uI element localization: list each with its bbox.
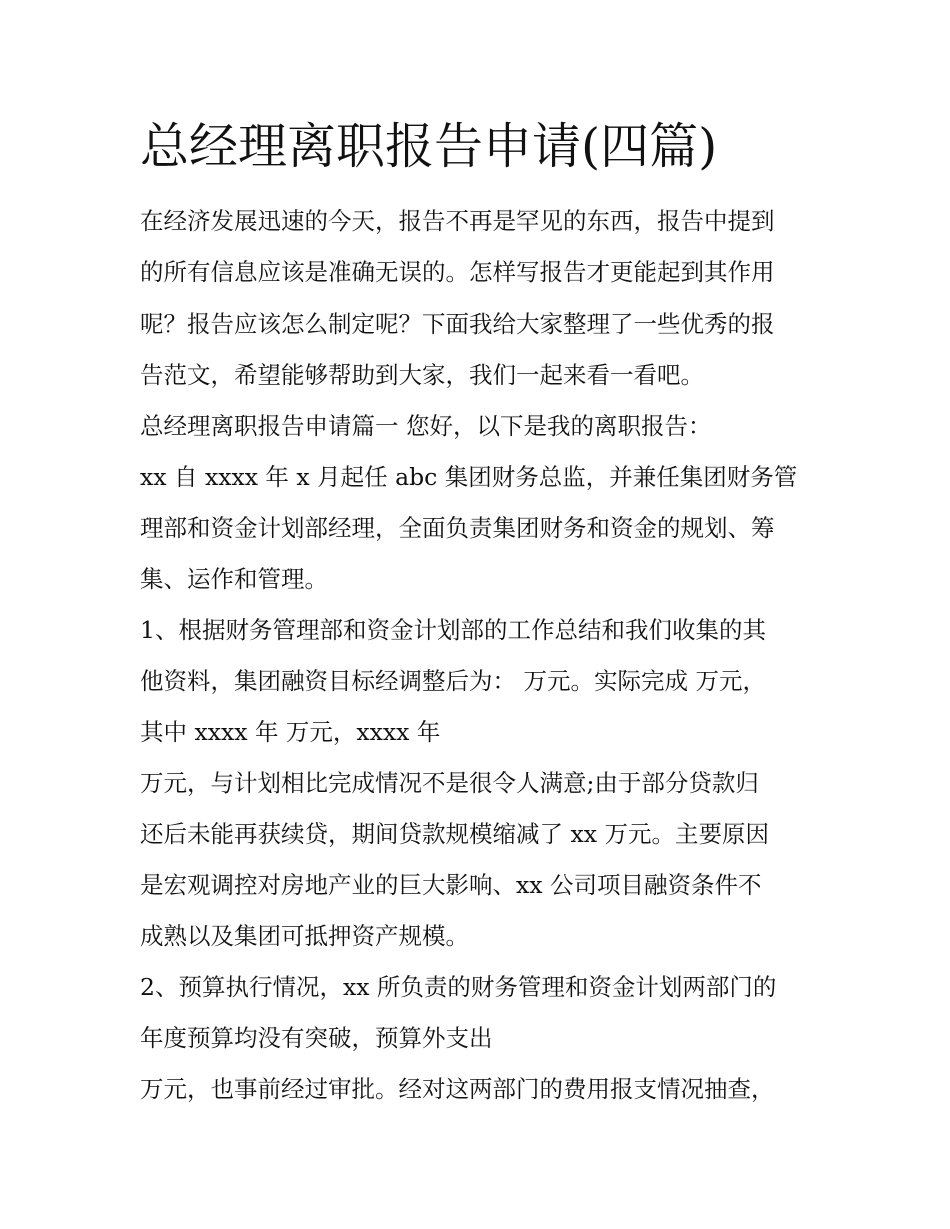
paragraph-line: 告范文，希望能够帮助到大家，我们一起来看一看吧。 [140, 361, 704, 389]
paragraph-line: 年度预算均没有突破，预算外支出 [140, 1024, 493, 1052]
paragraph-line: 万元，与计划相比完成情况不是很令人满意;由于部分贷款归 [140, 769, 759, 797]
paragraph-line: xx 自 xxxx 年 x 月起任 abc 集团财务总监，并兼任集团财务管 [140, 463, 798, 491]
paragraph-line: 的所有信息应该是准确无误的。怎样写报告才更能起到其作用 [140, 258, 775, 286]
paragraph-line: 成熟以及集团可抵押资产规模。 [140, 922, 469, 950]
paragraph-line: 在经济发展迅速的今天，报告不再是罕见的东西，报告中提到 [140, 207, 775, 235]
paragraph-line: 理部和资金计划部经理，全面负责集团财务和资金的规划、筹 [140, 514, 775, 542]
paragraph-line: 集、运作和管理。 [140, 565, 328, 593]
paragraph-line: 是宏观调控对房地产业的巨大影响、xx 公司项目融资条件不 [140, 871, 762, 899]
paragraph-line: 2、预算执行情况，xx 所负责的财务管理和资金计划两部门的 [140, 973, 777, 1001]
paragraph-line: 1、根据财务管理部和资金计划部的工作总结和我们收集的其 [140, 616, 766, 644]
section-heading-line: 总经理离职报告申请篇一 您好，以下是我的离职报告： [140, 412, 712, 440]
paragraph-line: 他资料，集团融资目标经调整后为： 万元。实际完成 万元， [140, 667, 766, 695]
paragraph-line: 还后未能再获续贷，期间贷款规模缩减了 xx 万元。主要原因 [140, 820, 769, 848]
paragraph-line: 万元，也事前经过审批。经对这两部门的费用报支情况抽查， [140, 1075, 775, 1103]
document-title: 总经理离职报告申请(四篇) [140, 118, 718, 175]
paragraph-line: 其中 xxxx 年 万元，xxxx 年 [140, 718, 441, 746]
paragraph-line: 呢？报告应该怎么制定呢？下面我给大家整理了一些优秀的报 [140, 310, 775, 338]
